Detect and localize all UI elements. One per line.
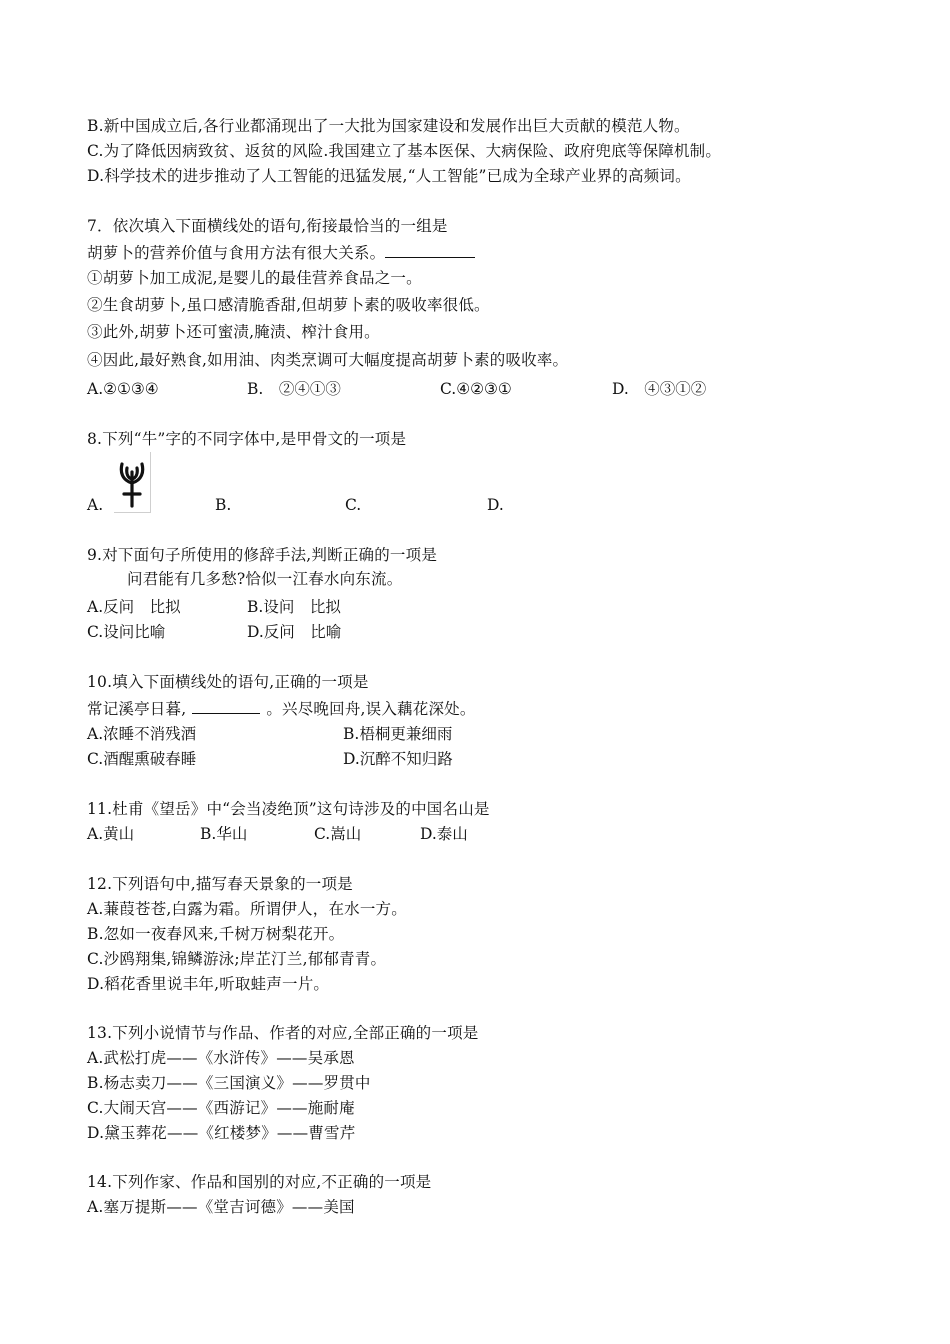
q14-stem: 14.下列作家、作品和国别的对应,不正确的一项是 (87, 1173, 432, 1191)
q6-option-d: D.科学技术的进步推动了人工智能的迅猛发展,“人工智能”已成为全球产业界的高频词。 (87, 167, 691, 185)
q10-option-b: B.梧桐更兼细雨 (343, 725, 453, 743)
q10-option-c: C.酒醒熏破春睡 (87, 750, 197, 768)
q8-option-d: D. (487, 496, 504, 514)
q13-option-c: C.大闹天宫——《西游记》——施耐庵 (87, 1099, 355, 1117)
q11-stem: 11.杜甫《望岳》中“会当凌绝顶”这句诗涉及的中国名山是 (87, 800, 490, 818)
q9-option-a: A.反问 比拟 (87, 598, 181, 616)
q9-option-d: D.反问 比喻 (247, 623, 342, 641)
q8-option-b: B. (215, 496, 232, 514)
q7-blank (385, 241, 475, 258)
q7-context: 胡萝卜的营养价值与食用方法有很大关系。 (87, 244, 386, 262)
q10-stem: 10.填入下面横线处的语句,正确的一项是 (87, 673, 369, 691)
q7-sentence-2: ②生食胡萝卜,虽口感清脆香甜,但胡萝卜素的吸收率很低。 (87, 296, 490, 314)
q10-option-d: D.沉醉不知归路 (343, 750, 453, 768)
q12-option-c: C.沙鸥翔集,锦鳞游泳;岸芷汀兰,郁郁青青。 (87, 950, 387, 968)
q13-option-b: B.杨志卖刀——《三国演义》——罗贯中 (87, 1074, 371, 1092)
q10-context-line (87, 697, 476, 719)
q7-option-c: C.④②③① (440, 380, 512, 398)
q12-option-d: D.稻花香里说丰年,听取蛙声一片。 (87, 975, 330, 993)
q14-option-a: A.塞万提斯——《堂吉诃德》——美国 (87, 1198, 355, 1216)
q7-sentence-1: ①胡萝卜加工成泥,是婴儿的最佳营养食品之一。 (87, 269, 422, 287)
q8-stem: 8.下列“牛”字的不同字体中,是甲骨文的一项是 (87, 430, 407, 448)
q13-stem: 13.下列小说情节与作品、作者的对应,全部正确的一项是 (87, 1024, 479, 1042)
q9-option-c: C.设问比喻 (87, 623, 166, 641)
q7-stem: 7．依次填入下面横线处的语句,衔接最恰当的一组是 (87, 217, 448, 235)
q11-option-b: B.华山 (200, 825, 248, 843)
q8-option-a: A. (87, 496, 104, 514)
q7-sentence-4: ④因此,最好熟食,如用油、肉类烹调可大幅度提高胡萝卜素的吸收率。 (87, 351, 569, 369)
q12-option-a: A.蒹葭苍苍,白露为霜。所谓伊人，在水一方。 (87, 900, 407, 918)
oracle-bone-ox-icon (114, 452, 151, 513)
q11-option-c: C.嵩山 (314, 825, 362, 843)
q7-context-line (87, 241, 475, 263)
q7-sentence-3: ③此外,胡萝卜还可蜜渍,腌渍、榨汁食用。 (87, 323, 380, 341)
q9-quote: 问君能有几多愁?恰似一江春水向东流。 (127, 570, 403, 588)
q9-option-b: B.设问 比拟 (247, 598, 341, 616)
q11-option-a: A.黄山 (87, 825, 135, 843)
q12-option-b: B.忽如一夜春风来,千树万树梨花开。 (87, 925, 345, 943)
q6-option-c: C.为了降低因病致贫、返贫的风险.我国建立了基本医保、大病保险、政府兜底等保障机制。 (87, 142, 722, 160)
q9-stem: 9.对下面句子所使用的修辞手法,判断正确的一项是 (87, 546, 438, 564)
q7-option-a: A.②①③④ (87, 380, 159, 398)
q10-blank (192, 697, 260, 714)
q12-stem: 12.下列语句中,描写春天景象的一项是 (87, 875, 353, 893)
q7-option-b: B. ②④①③ (247, 380, 341, 398)
q7-option-d: D. ④③①② (612, 380, 707, 398)
q13-option-d: D.黛玉葬花——《红楼梦》——曹雪芹 (87, 1124, 356, 1142)
q11-option-d: D.泰山 (420, 825, 468, 843)
q10-option-a: A.浓睡不消残酒 (87, 725, 197, 743)
q10-suffix: 。兴尽晚回舟,误入藕花深处。 (266, 700, 476, 718)
q13-option-a: A.武松打虎——《水浒传》——吴承恩 (87, 1049, 355, 1067)
q10-prefix: 常记溪亭日暮, (87, 700, 187, 718)
q6-option-b: B.新中国成立后,各行业都涌现出了一大批为国家建设和发展作出巨大贡献的模范人物。 (87, 117, 690, 135)
q8-option-c: C. (345, 496, 362, 514)
